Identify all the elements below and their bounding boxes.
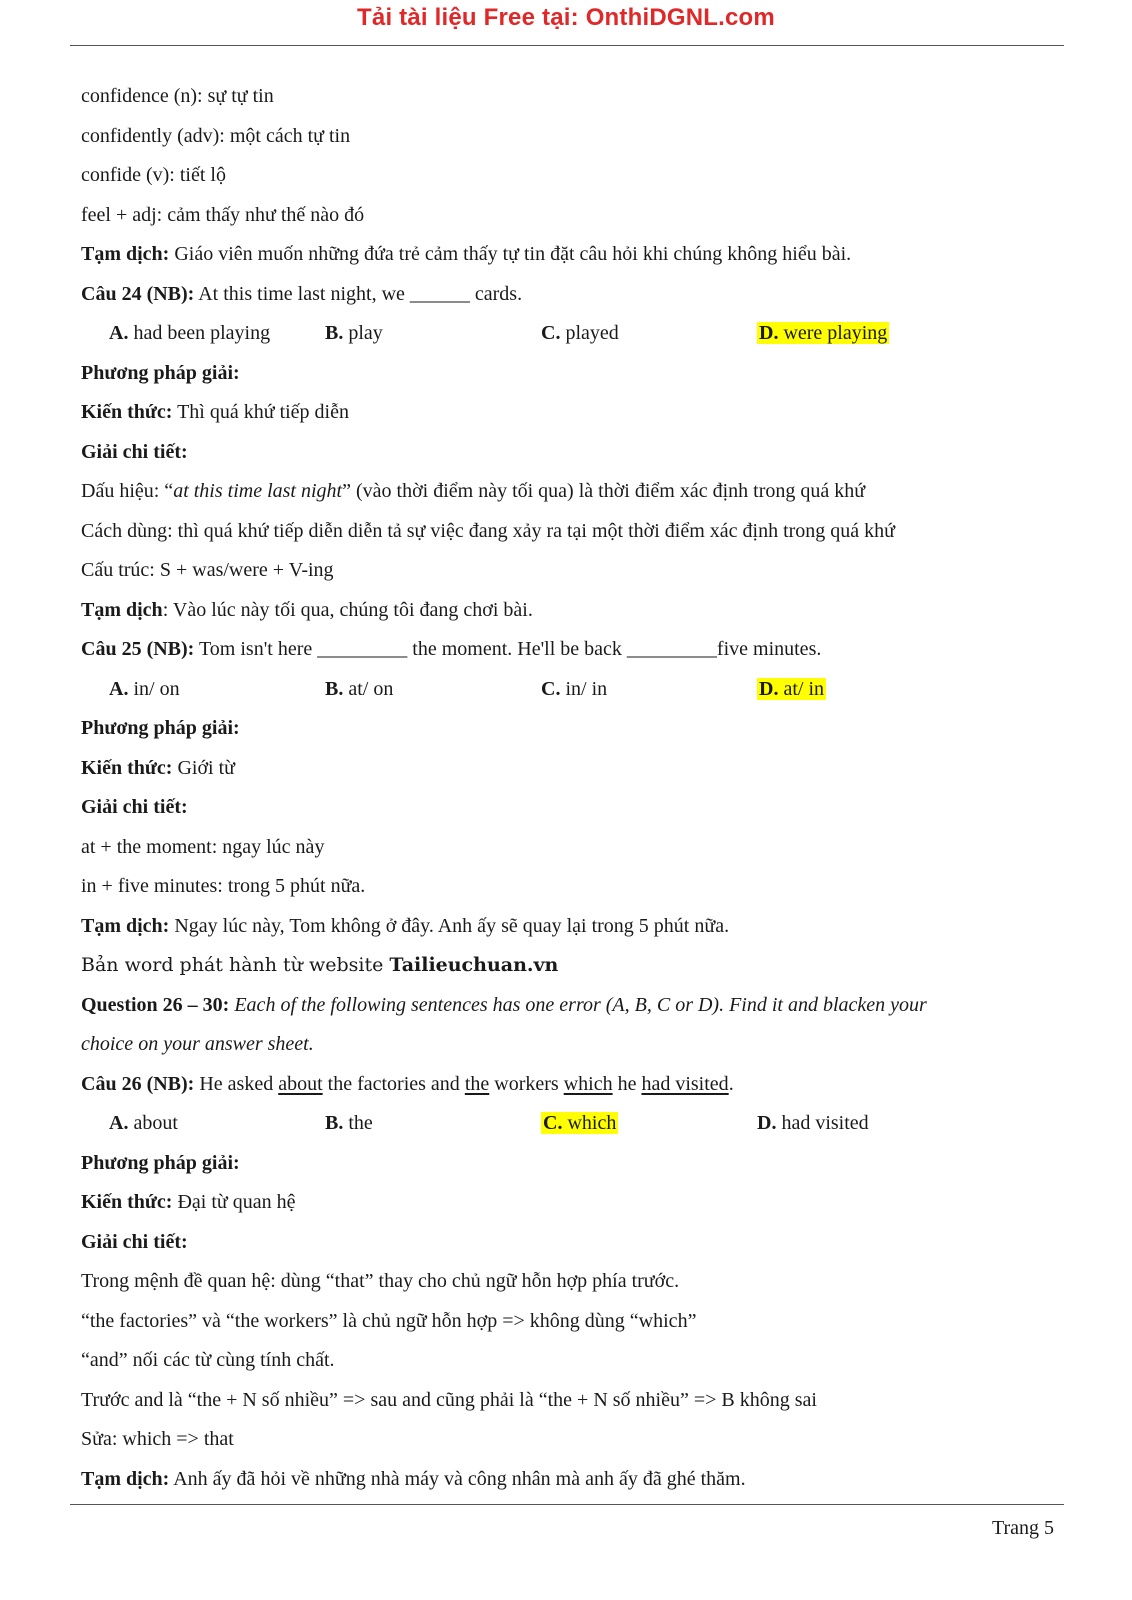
method-heading: Phương pháp giải: [81, 1151, 240, 1174]
detail-line: Cách dùng: thì quá khứ tiếp diễn diễn tả sự việc đang xảy ra tại một thời điểm xác định trong quá khứ [81, 519, 896, 542]
option-b: B. at/ on [325, 677, 394, 700]
options-row [81, 670, 1071, 710]
detail-line: “and” nối các từ cùng tính chất. [81, 1349, 335, 1371]
vocab-line: feel + adj: cảm thấy như thế nào đó [81, 203, 365, 226]
option-b: B. play [325, 322, 383, 344]
options-row [81, 1104, 1071, 1144]
options-row [81, 314, 1071, 354]
method-heading: Phương pháp giải: [81, 361, 240, 384]
question-26: Câu 26 (NB): He asked about the factories and the workers which he had visited. [81, 1072, 734, 1095]
section-instruction: Question 26 – 30: Each of the following sentences has one error (A, B, C or D). Find it and blacken your [81, 993, 927, 1016]
knowledge-line: Kiến thức: Thì quá khứ tiếp diễn [81, 401, 349, 423]
detail-heading: Giải chi tiết: [81, 1230, 188, 1253]
option-d-correct: D. at/ in [759, 677, 824, 700]
option-a: A. had been playing [109, 322, 271, 344]
question-24 [81, 275, 1071, 315]
vocab-line: confidence (n): sự tự tin [81, 85, 274, 107]
translation-line [81, 235, 1071, 275]
question-label: Câu 24 (NB): [81, 282, 195, 305]
vocab-line: confide (v): tiết lộ [81, 164, 226, 186]
detail-line: Trong mệnh đề quan hệ: dùng “that” thay cho chủ ngữ hỗn hợp phía trước. [81, 1270, 680, 1292]
page-number: Trang 5 [991, 1517, 1054, 1539]
vocab-line: confidently (adv): một cách tự tin [81, 124, 351, 147]
translation-text: Giáo viên muốn những đứa trẻ cảm thấy tự tin đặt câu hỏi khi chúng không hiểu bài. [169, 243, 852, 265]
header-divider [70, 45, 1064, 46]
option-d: D. had visited [757, 1112, 869, 1134]
publisher-note: Bản word phát hành từ website Tailieuchuan.vn [81, 954, 559, 976]
footer-divider [70, 1504, 1064, 1505]
detail-line: Trước and là “the + N số nhiều” => sau and cũng phải là “the + N số nhiều” => B không sai [81, 1388, 817, 1411]
detail-line: Cấu trúc: S + was/were + V-ing [81, 559, 334, 581]
detail-line: “the factories” và “the workers” là chủ ngữ hỗn hợp => không dùng “which” [81, 1309, 697, 1332]
page-content [81, 77, 1071, 1499]
translation-line: Tạm dịch: Ngay lúc này, Tom không ở đây. Anh ấy sẽ quay lại trong 5 phút nữa. [81, 914, 730, 937]
method-heading: Phương pháp giải: [81, 717, 240, 739]
option-c: C. in/ in [541, 677, 608, 700]
option-d-correct: D. were playing [759, 322, 888, 344]
section-instruction-cont: choice on your answer sheet. [81, 1033, 314, 1055]
question-stem: At this time last night, we ______ cards. [194, 282, 523, 305]
translation-label: Tạm dịch: [81, 243, 170, 265]
knowledge-line: Kiến thức: Giới từ [81, 756, 235, 779]
option-c-correct: C. which [543, 1112, 617, 1134]
question-25: Câu 25 (NB): Tom isn't here _________ the moment. He'll be back _________five minutes. [81, 638, 822, 660]
detail-heading: Giải chi tiết: [81, 796, 188, 818]
detail-heading: Giải chi tiết: [81, 440, 188, 463]
knowledge-line: Kiến thức: Đại từ quan hệ [81, 1191, 296, 1213]
detail-line: in + five minutes: trong 5 phút nữa. [81, 875, 366, 897]
detail-line: Dấu hiệu: “at this time last night” (vào thời điểm này tối qua) là thời điểm xác định trong quá khứ [81, 480, 866, 502]
option-b: B. the [325, 1112, 373, 1134]
option-a: A. about [109, 1112, 178, 1134]
option-c: C. played [541, 322, 619, 344]
option-a: A. in/ on [109, 677, 180, 700]
translation-line: Tạm dịch: Vào lúc này tối qua, chúng tôi đang chơi bài. [81, 598, 533, 621]
site-header: Tải tài liệu Free tại: OnthiDGNL.com [357, 4, 775, 31]
detail-line: at + the moment: ngay lúc này [81, 835, 325, 858]
detail-line: Sửa: which => that [81, 1428, 234, 1450]
translation-line: Tạm dịch: Anh ấy đã hỏi về những nhà máy và công nhân mà anh ấy đã ghé thăm. [81, 1467, 746, 1490]
